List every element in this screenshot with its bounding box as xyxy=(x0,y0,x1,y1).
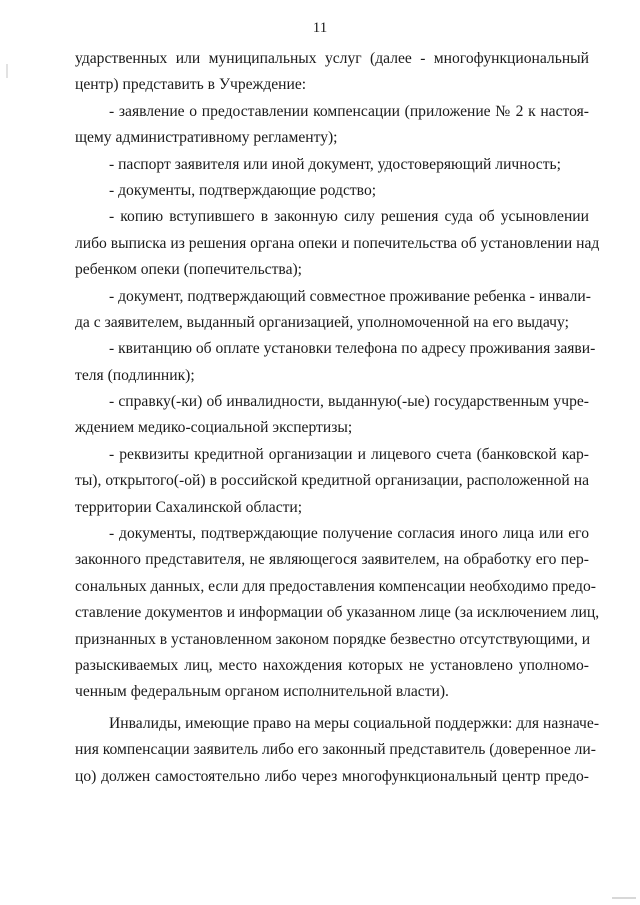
text-line: ты), открытого(-ой) в российской кредитной организации, расположенной на xyxy=(75,472,589,490)
page-number: 11 xyxy=(312,20,328,36)
paragraph xyxy=(75,99,589,152)
text-line: разыскиваемых лиц, место нахождения которых не установлено уполномо- xyxy=(75,656,589,674)
paragraph xyxy=(75,284,589,337)
text-line: ченным федеральным органом исполнительной власти). xyxy=(75,683,449,701)
paragraph xyxy=(75,46,589,99)
paragraph xyxy=(75,152,589,178)
text-line: ждением медико-социальной экспертизы; xyxy=(75,419,353,437)
text-line: центр) представить в Учреждение: xyxy=(75,76,307,94)
paragraph xyxy=(75,204,600,283)
text-line: - справку(-ки) об инвалидности, выданную(-ые) государственным учре- xyxy=(109,393,589,411)
text-line: ния компенсации заявитель либо его законный представитель (доверенное ли- xyxy=(75,741,596,759)
text-line: территории Сахалинской области; xyxy=(75,498,303,516)
paragraph xyxy=(75,442,589,521)
text-line: теля (подлинник); xyxy=(75,366,195,384)
text-line: - реквизиты кредитной организации и лицевого счета (банковской кар- xyxy=(109,445,589,463)
paragraph xyxy=(75,711,600,790)
text-line: - паспорт заявителя или иной документ, удостоверяющий личность; xyxy=(109,155,561,173)
text-line: сональных данных, если для предоставления компенсации необходимо предо- xyxy=(75,577,596,595)
text-line: щему административному регламенту); xyxy=(75,129,338,147)
paragraph xyxy=(75,389,589,442)
text-line: Инвалиды, имеющие право на меры социальной поддержки: для назначе- xyxy=(109,714,600,732)
scan-artifact xyxy=(6,64,8,78)
text-line: признанных в установленном законом порядке безвестно отсутствующими, и xyxy=(75,630,591,648)
text-line: - квитанцию об оплате установки телефона по адресу проживания заяви- xyxy=(109,340,596,358)
text-line: ребенком опеки (попечительства); xyxy=(75,261,303,279)
scan-artifact-bottom xyxy=(612,897,636,899)
text-line: - заявление о предоставлении компенсации (приложение № 2 к настоя- xyxy=(109,102,589,120)
text-line: либо выписка из решения органа опеки и попечительства об установлении над xyxy=(75,234,600,252)
text-line: - документы, подтверждающие получение согласия иного лица или его xyxy=(109,525,589,543)
text-line: - копию вступившего в законную силу решения суда об усыновлении xyxy=(109,208,589,226)
text-line: законного представителя, не являющегося заявителем, на обработку его пер- xyxy=(75,551,589,569)
text-line: - документы, подтверждающие родство; xyxy=(109,181,377,199)
paragraph xyxy=(75,521,600,706)
text-line: да с заявителем, выданный организацией, уполномоченной на его выдачу; xyxy=(75,313,569,331)
document-body xyxy=(75,46,600,790)
text-line: ставление документов и информации об указанном лице (за исключением лиц, xyxy=(75,604,600,622)
text-line: цо) должен самостоятельно либо через многофункциональный центр предо- xyxy=(75,767,589,785)
paragraph xyxy=(75,336,596,389)
text-line: ударственных или муниципальных услуг (далее - многофункциональный xyxy=(75,50,589,67)
paragraph xyxy=(75,178,589,204)
text-line: - документ, подтверждающий совместное проживание ребенка - инвали- xyxy=(109,287,591,305)
